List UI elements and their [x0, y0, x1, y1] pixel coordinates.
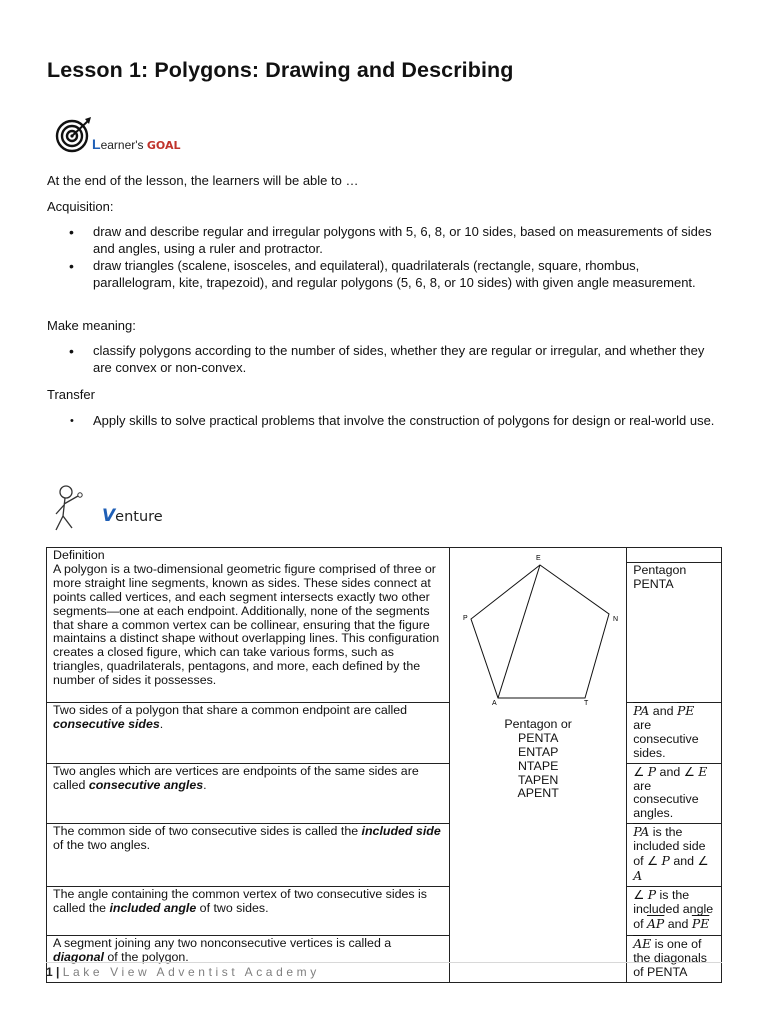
page-title: Lesson 1: Polygons: Drawing and Describing [47, 58, 514, 82]
definition-cell [47, 548, 450, 703]
example-pentagon-name: Pentagon PENTA [627, 562, 721, 594]
vertex-label-t: T [584, 700, 589, 707]
page-number: 1 [46, 965, 53, 979]
intro-text: At the end of the lesson, the learners will be able to … [47, 173, 359, 188]
diagonal-ae [498, 565, 540, 698]
acquisition-list [47, 224, 722, 292]
definition-text: A polygon is a two-dimensional geometric figure comprised of three or more straight line segments, known as sides. These sides connect at points called vertices, and each segment intersects exactly two other segments—one at each endpoint. Additionally, none of the segments that share a common vertex can be collinear, ensuring that the figure maintains a distinct shape without overlapping lines. This configuration creates a closed figure, which can take various forms, such as triangles, quadrilaterals, pentagons, and more, each defined by the number of sides it possesses. [53, 561, 440, 688]
pentagon-caption: Pentagon or PENTA ENTAP NTAPE TAPEN APENT [504, 716, 572, 801]
stick-figure-icon [50, 484, 92, 534]
footer-divider [46, 962, 722, 963]
venture-label: Venture [102, 506, 163, 526]
example-diagonal: $\overline{AE}$ is one of the diagonals of PENTA [627, 935, 722, 982]
acquisition-heading: Acquisition: [47, 199, 114, 214]
page-footer: 1 | Lake View Adventist Academy [46, 965, 320, 979]
make-meaning-heading: Make meaning: [47, 318, 136, 333]
transfer-heading: Transfer [47, 387, 95, 402]
learners-goal-label: Learner's GOAL [92, 136, 181, 152]
consecutive-sides-cell: Two sides of a polygon that share a common endpoint are called consecutive sides. [47, 703, 450, 764]
vertex-label-p: P [463, 615, 468, 622]
vertex-label-a: A [492, 700, 497, 707]
make-meaning-list [47, 343, 722, 377]
example-consecutive-angles: ∠ P and ∠ E are consecutive angles. [627, 763, 722, 824]
transfer-list [47, 413, 722, 431]
list-item: • draw and describe regular and irregular polygons with 5, 6, 8, or 10 sides, based on measurements of sides and angles, using a ruler and protractor. [47, 224, 722, 257]
list-item: • Apply skills to solve practical problems that involve the construction of polygons for design or real-world use. [47, 413, 722, 430]
example-included-side: $\overline{PA}$ is the included side of ∠ P and ∠ A [627, 824, 722, 887]
included-angle-cell: The angle containing the common vertex of two consecutive sides is called the included angle of two sides. [47, 886, 450, 935]
table-row [47, 548, 722, 703]
example-pentagon-cell [627, 548, 722, 703]
included-side-cell: The common side of two consecutive sides is called the included side of the two angles. [47, 824, 450, 887]
pentagon-diagram [450, 548, 619, 708]
polygon-terms-table [46, 547, 722, 983]
example-included-angle: ∠ P is the included angle of $\overline{AP}$ and $\overline{PE}$ [627, 886, 722, 935]
consecutive-angles-cell: Two angles which are vertices are endpoints of the same sides are called consecutive angles. [47, 763, 450, 824]
list-item: • draw triangles (scalene, isosceles, and equilateral), quadrilaterals (rectangle, square, rhombus, parallelogram, kite, trapezoid), and regular polygons (5, 6, 8, or 10 sides) with given angle measurement. [47, 258, 722, 291]
pentagon-shape [471, 565, 609, 698]
venture-banner [50, 484, 200, 534]
school-name: Lake View Adventist Academy [62, 965, 320, 979]
example-consecutive-sides: $\overline{PA}$ and $\overline{PE}$ are consecutive sides. [627, 703, 722, 764]
vertex-label-n: N [613, 616, 619, 623]
pentagon-figure-cell [450, 548, 627, 983]
vertex-label-e: E [536, 555, 541, 562]
target-dart-icon [55, 116, 93, 154]
definition-heading: Definition [53, 548, 105, 562]
list-item: • classify polygons according to the number of sides, whether they are regular or irregular, and whether they are convex or non-convex. [47, 343, 722, 376]
learners-goal-banner [55, 116, 215, 156]
diagonal-cell: A segment joining any two nonconsecutive vertices is called a diagonal of the polygon. [47, 935, 450, 982]
pentagon-figure [450, 548, 626, 801]
